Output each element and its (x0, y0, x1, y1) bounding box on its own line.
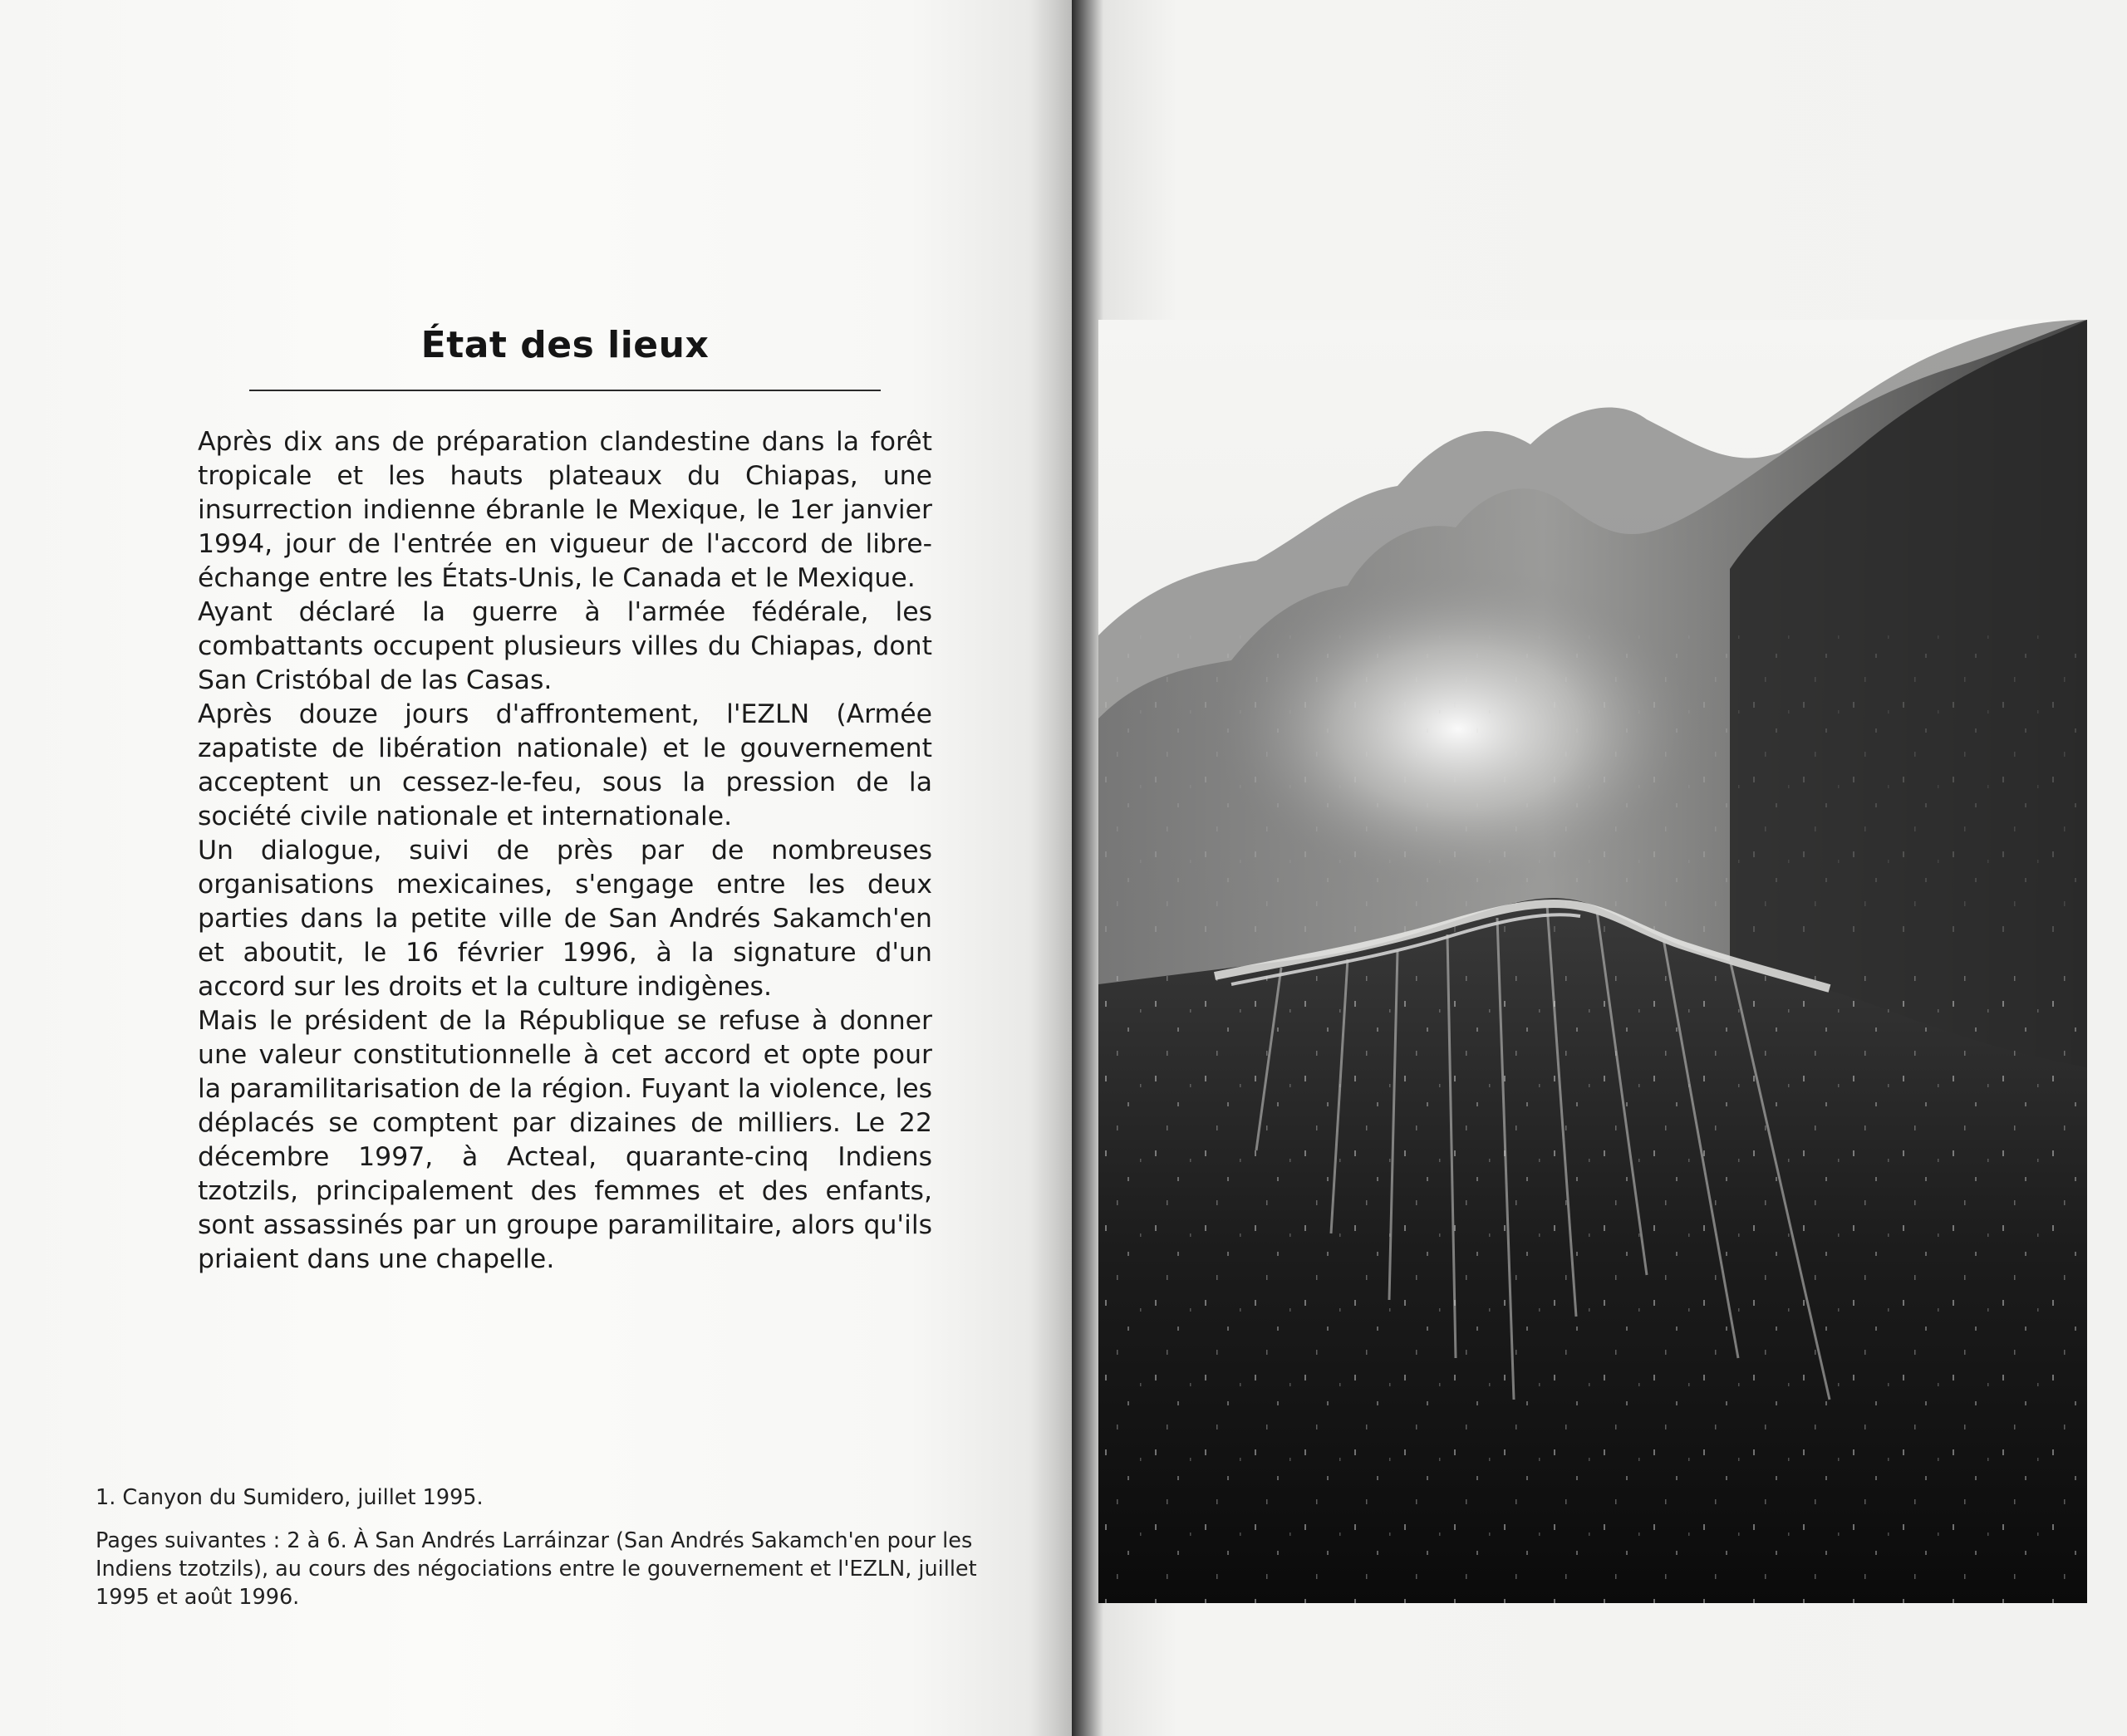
paragraph-3: Après douze jours d'affrontement, l'EZLN (Armée zapatiste de libération nationale) et le gouvernement acceptent un cessez-le-feu, sous la pression de la société civile nationale et internationale. (198, 699, 932, 831)
paragraph-1: Après dix ans de préparation clandestine dans la forêt tropicale et les hauts plateaux du Chiapas, une insurrection indienne ébranle le Mexique, le 1er janvier 1994, jour de l'entrée en vigueur de l'accord de libre-échange entre les États-Unis, le Canada et le Mexique. (198, 427, 932, 593)
title-rule (249, 390, 881, 391)
photo-caption: 1. Canyon du Sumidero, juillet 1995. (96, 1485, 484, 1510)
canyon-photograph (1098, 320, 2087, 1603)
paragraph-4: Un dialogue, suivi de près par de nombreuses organisations mexicaines, s'engage entre les deux parties dans la petite ville de San Andrés Sakamch'en et aboutit, le 16 février 1996, à la signature d'un accord sur les droits et la culture indigènes. (198, 836, 932, 1002)
canyon-waterfall-image (1098, 320, 2087, 1603)
paragraph-5: Mais le président de la République se refuse à donner une valeur constitutionnelle à cet accord et opte pour la paramilitarisation de la région. Fuyant la violence, les déplacés se comptent par dizaines de milliers. Le 22 décembre 1997, à Acteal, quarante-cinq Indiens tzotzils, principalement des femmes et des enfants, sont assassinés par un groupe paramilitaire, alors qu'ils priaient dans une chapelle. (198, 1006, 932, 1274)
page-title: État des lieux (420, 324, 710, 366)
body-text (198, 425, 932, 1277)
paragraph-2: Ayant déclaré la guerre à l'armée fédérale, les combattants occupent plusieurs villes du Chiapas, dont San Cristóbal de las Casas. (198, 597, 932, 695)
following-pages-caption: Pages suivantes : 2 à 6. À San Andrés Larráinzar (San Andrés Sakamch'en pour les Indiens tzotzils), au cours des négociations entre le gouvernement et l'EZLN, juillet 1995 et août 1996. (96, 1528, 977, 1610)
